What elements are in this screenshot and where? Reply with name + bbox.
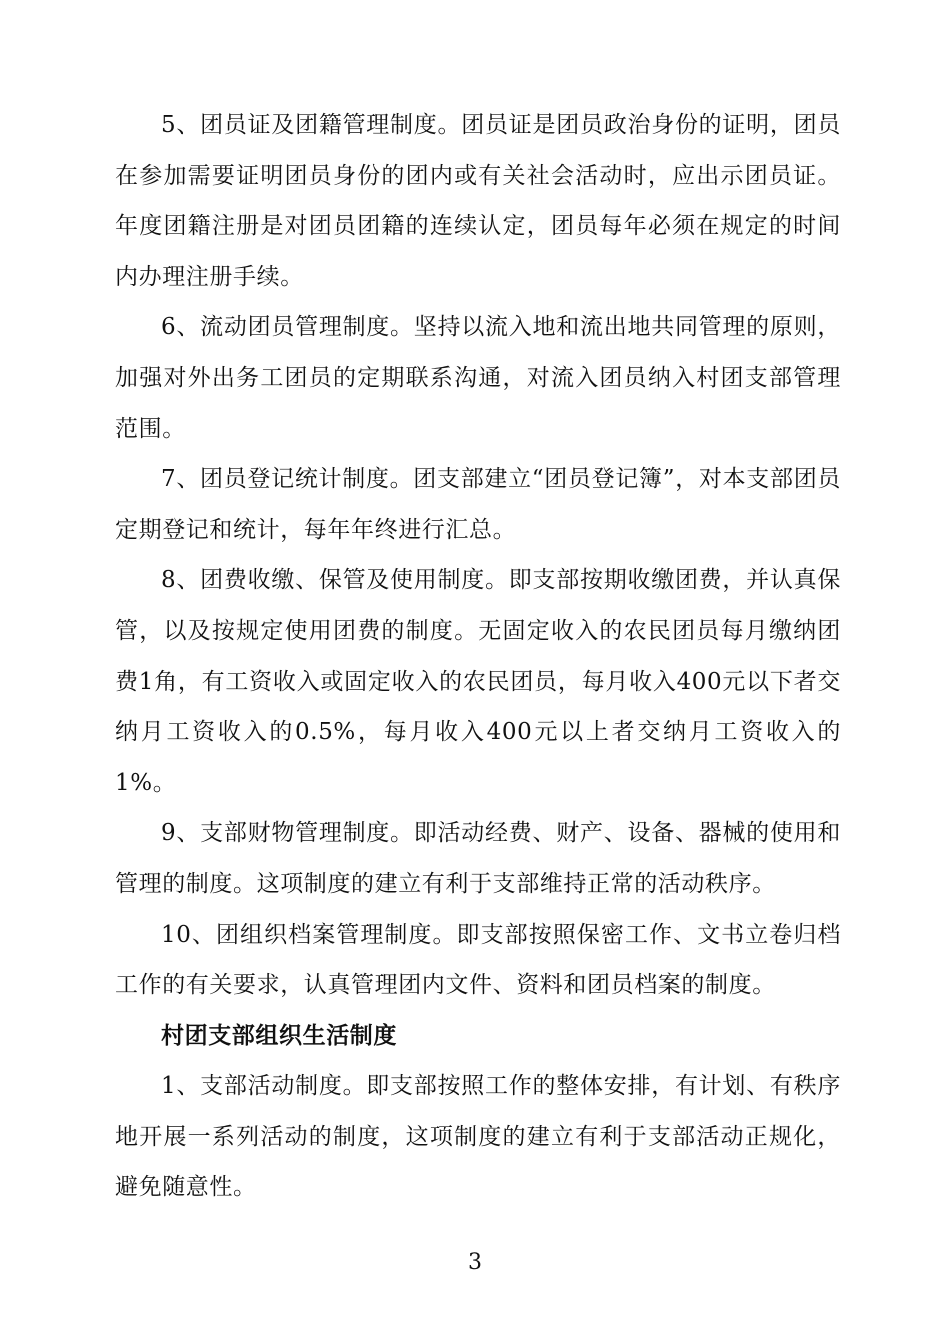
paragraph-10-archives: 10、团组织档案管理制度。即支部按照保密工作、文书立卷归档工作的有关要求，认真管理团内文件、资料和团员档案的制度。 (115, 921, 841, 999)
section-paragraph-1-activities: 1、支部活动制度。即支部按照工作的整体安排，有计划、有秩序地开展一系列活动的制度，这项制度的建立有利于支部活动正规化，避免随意性。 (115, 1073, 841, 1201)
paragraph-7-registration: 7、团员登记统计制度。团支部建立“团员登记簿”，对本支部团员定期登记和统计，每年年终进行汇总。 (115, 466, 841, 543)
paragraph-8-dues: 8、团费收缴、保管及使用制度。即支部按期收缴团费，并认真保管，以及按规定使用团费的制度。无固定收入的农民团员每月缴纳团费1角，有工资收入或固定收入的农民团员，每月收入400元以下者交纳月工资收入的0.5%，每月收入400元以上者交纳月工资收入的1%。 (115, 567, 841, 796)
page-number: 3 (468, 1250, 482, 1275)
paragraph-6-mobile-members: 6、流动团员管理制度。坚持以流入地和流出地共同管理的原则，加强对外出务工团员的定期联系沟通，对流入团员纳入村团支部管理范围。 (115, 314, 841, 442)
paragraph-5-member-card: 5、团员证及团籍管理制度。团员证是团员政治身份的证明，团员在参加需要证明团员身份的团内或有关社会活动时，应出示团员证。年度团籍注册是对团员团籍的连续认定，团员每年必须在规定的时间内办理注册手续。 (115, 112, 841, 290)
paragraph-9-assets: 9、支部财物管理制度。即活动经费、财产、设备、器械的使用和管理的制度。这项制度的建立有利于支部维持正常的活动秩序。 (115, 820, 841, 897)
section-heading: 村团支部组织生活制度 (161, 1021, 397, 1049)
document-body (115, 100, 841, 1213)
